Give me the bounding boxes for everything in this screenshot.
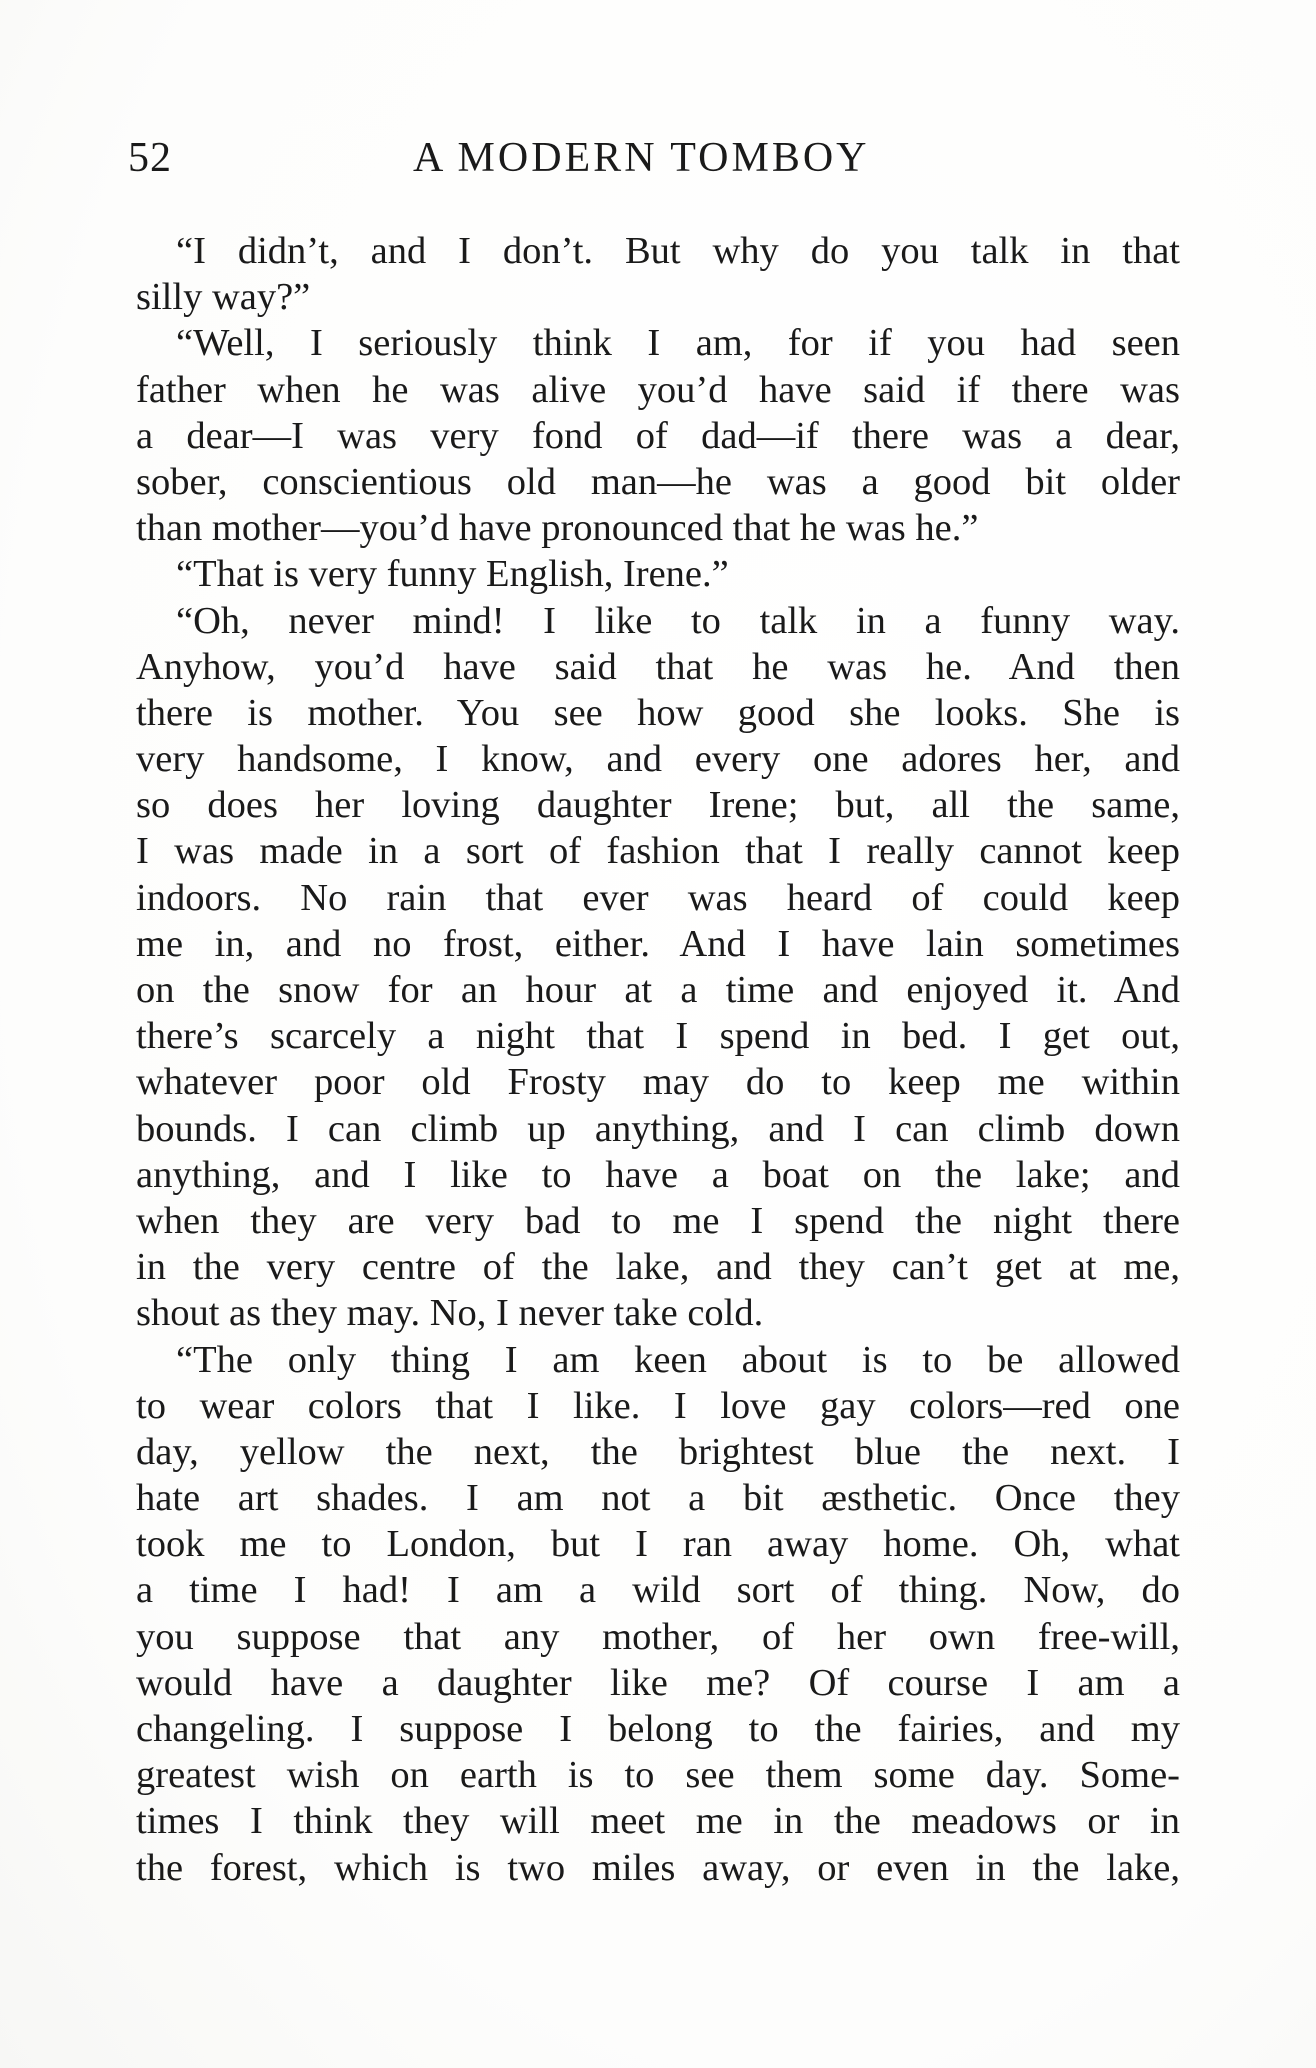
text-line: “That is very funny English, Irene.” (176, 553, 729, 596)
paragraph (136, 320, 1180, 551)
text-line: on the snow for an hour at a time and enjoyed it. And (136, 969, 1180, 1011)
text-line: there is mother. You see how good she looks. She is (136, 691, 1180, 734)
text-line: than mother—you’d have pronounced that he was he.” (136, 507, 979, 550)
text-line: I was made in a sort of fashion that I really cannot keep (136, 830, 1180, 873)
text-line: “Well, I seriously think I am, for if you had seen (176, 322, 1180, 365)
text-line: times I think they will meet me in the meadows or in (136, 1800, 1180, 1843)
body-text (136, 228, 1180, 1891)
text-line: so does her loving daughter Irene; but, all the same, (136, 784, 1180, 827)
text-line: day, yellow the next, the brightest blue the next. I (136, 1430, 1180, 1473)
text-line: when they are very bad to me I spend the night there (136, 1199, 1180, 1242)
text-line: whatever poor old Frosty may do to keep me within (136, 1061, 1180, 1104)
text-line: “Oh, never mind! I like to talk in a funny way. (176, 599, 1180, 642)
page-number: 52 (128, 135, 172, 181)
paragraph (136, 551, 1180, 597)
paragraph (136, 228, 1180, 320)
text-line: a time I had! I am a wild sort of thing. Now, do (136, 1569, 1180, 1612)
text-line: father when he was alive you’d have said if there was (136, 368, 1180, 411)
text-line: greatest wish on earth is to see them some day. Some- (136, 1754, 1180, 1797)
paragraph (136, 1337, 1180, 1891)
text-line: “I didn’t, and I don’t. But why do you talk in that (176, 230, 1180, 272)
text-line: Anyhow, you’d have said that he was he. And then (136, 645, 1180, 688)
text-line: indoors. No rain that ever was heard of could keep (136, 876, 1180, 919)
text-line: anything, and I like to have a boat on the lake; and (136, 1153, 1180, 1196)
text-line: the forest, which is two miles away, or even in the lake, (136, 1846, 1180, 1889)
text-line: there’s scarcely a night that I spend in bed. I get out, (136, 1015, 1180, 1058)
text-line: bounds. I can climb up anything, and I can climb down (136, 1107, 1180, 1150)
text-line: shout as they may. No, I never take cold. (136, 1292, 764, 1335)
text-line: “The only thing I am keen about is to be allowed (176, 1338, 1180, 1381)
text-line: changeling. I suppose I belong to the fairies, and my (136, 1708, 1180, 1750)
text-line: took me to London, but I ran away home. Oh, what (136, 1523, 1180, 1566)
text-line: sober, conscientious old man—he was a good bit older (136, 460, 1180, 503)
text-line: me in, and no frost, either. And I have lain sometimes (136, 922, 1180, 965)
text-line: a dear—I was very fond of dad—if there was a dear, (136, 414, 1180, 457)
text-line: in the very centre of the lake, and they can’t get at me, (136, 1246, 1180, 1289)
running-title: A MODERN TOMBOY (413, 135, 870, 181)
text-line: very handsome, I know, and every one adores her, and (136, 738, 1180, 781)
text-line: to wear colors that I like. I love gay colors—red one (136, 1384, 1180, 1427)
text-line: hate art shades. I am not a bit æsthetic. Once they (136, 1477, 1180, 1520)
text-line: silly way?” (136, 276, 311, 319)
text-line: you suppose that any mother, of her own free-will, (136, 1615, 1180, 1658)
page-header (128, 128, 888, 188)
text-line: would have a daughter like me? Of course I am a (136, 1661, 1180, 1704)
paragraph (136, 598, 1180, 1337)
